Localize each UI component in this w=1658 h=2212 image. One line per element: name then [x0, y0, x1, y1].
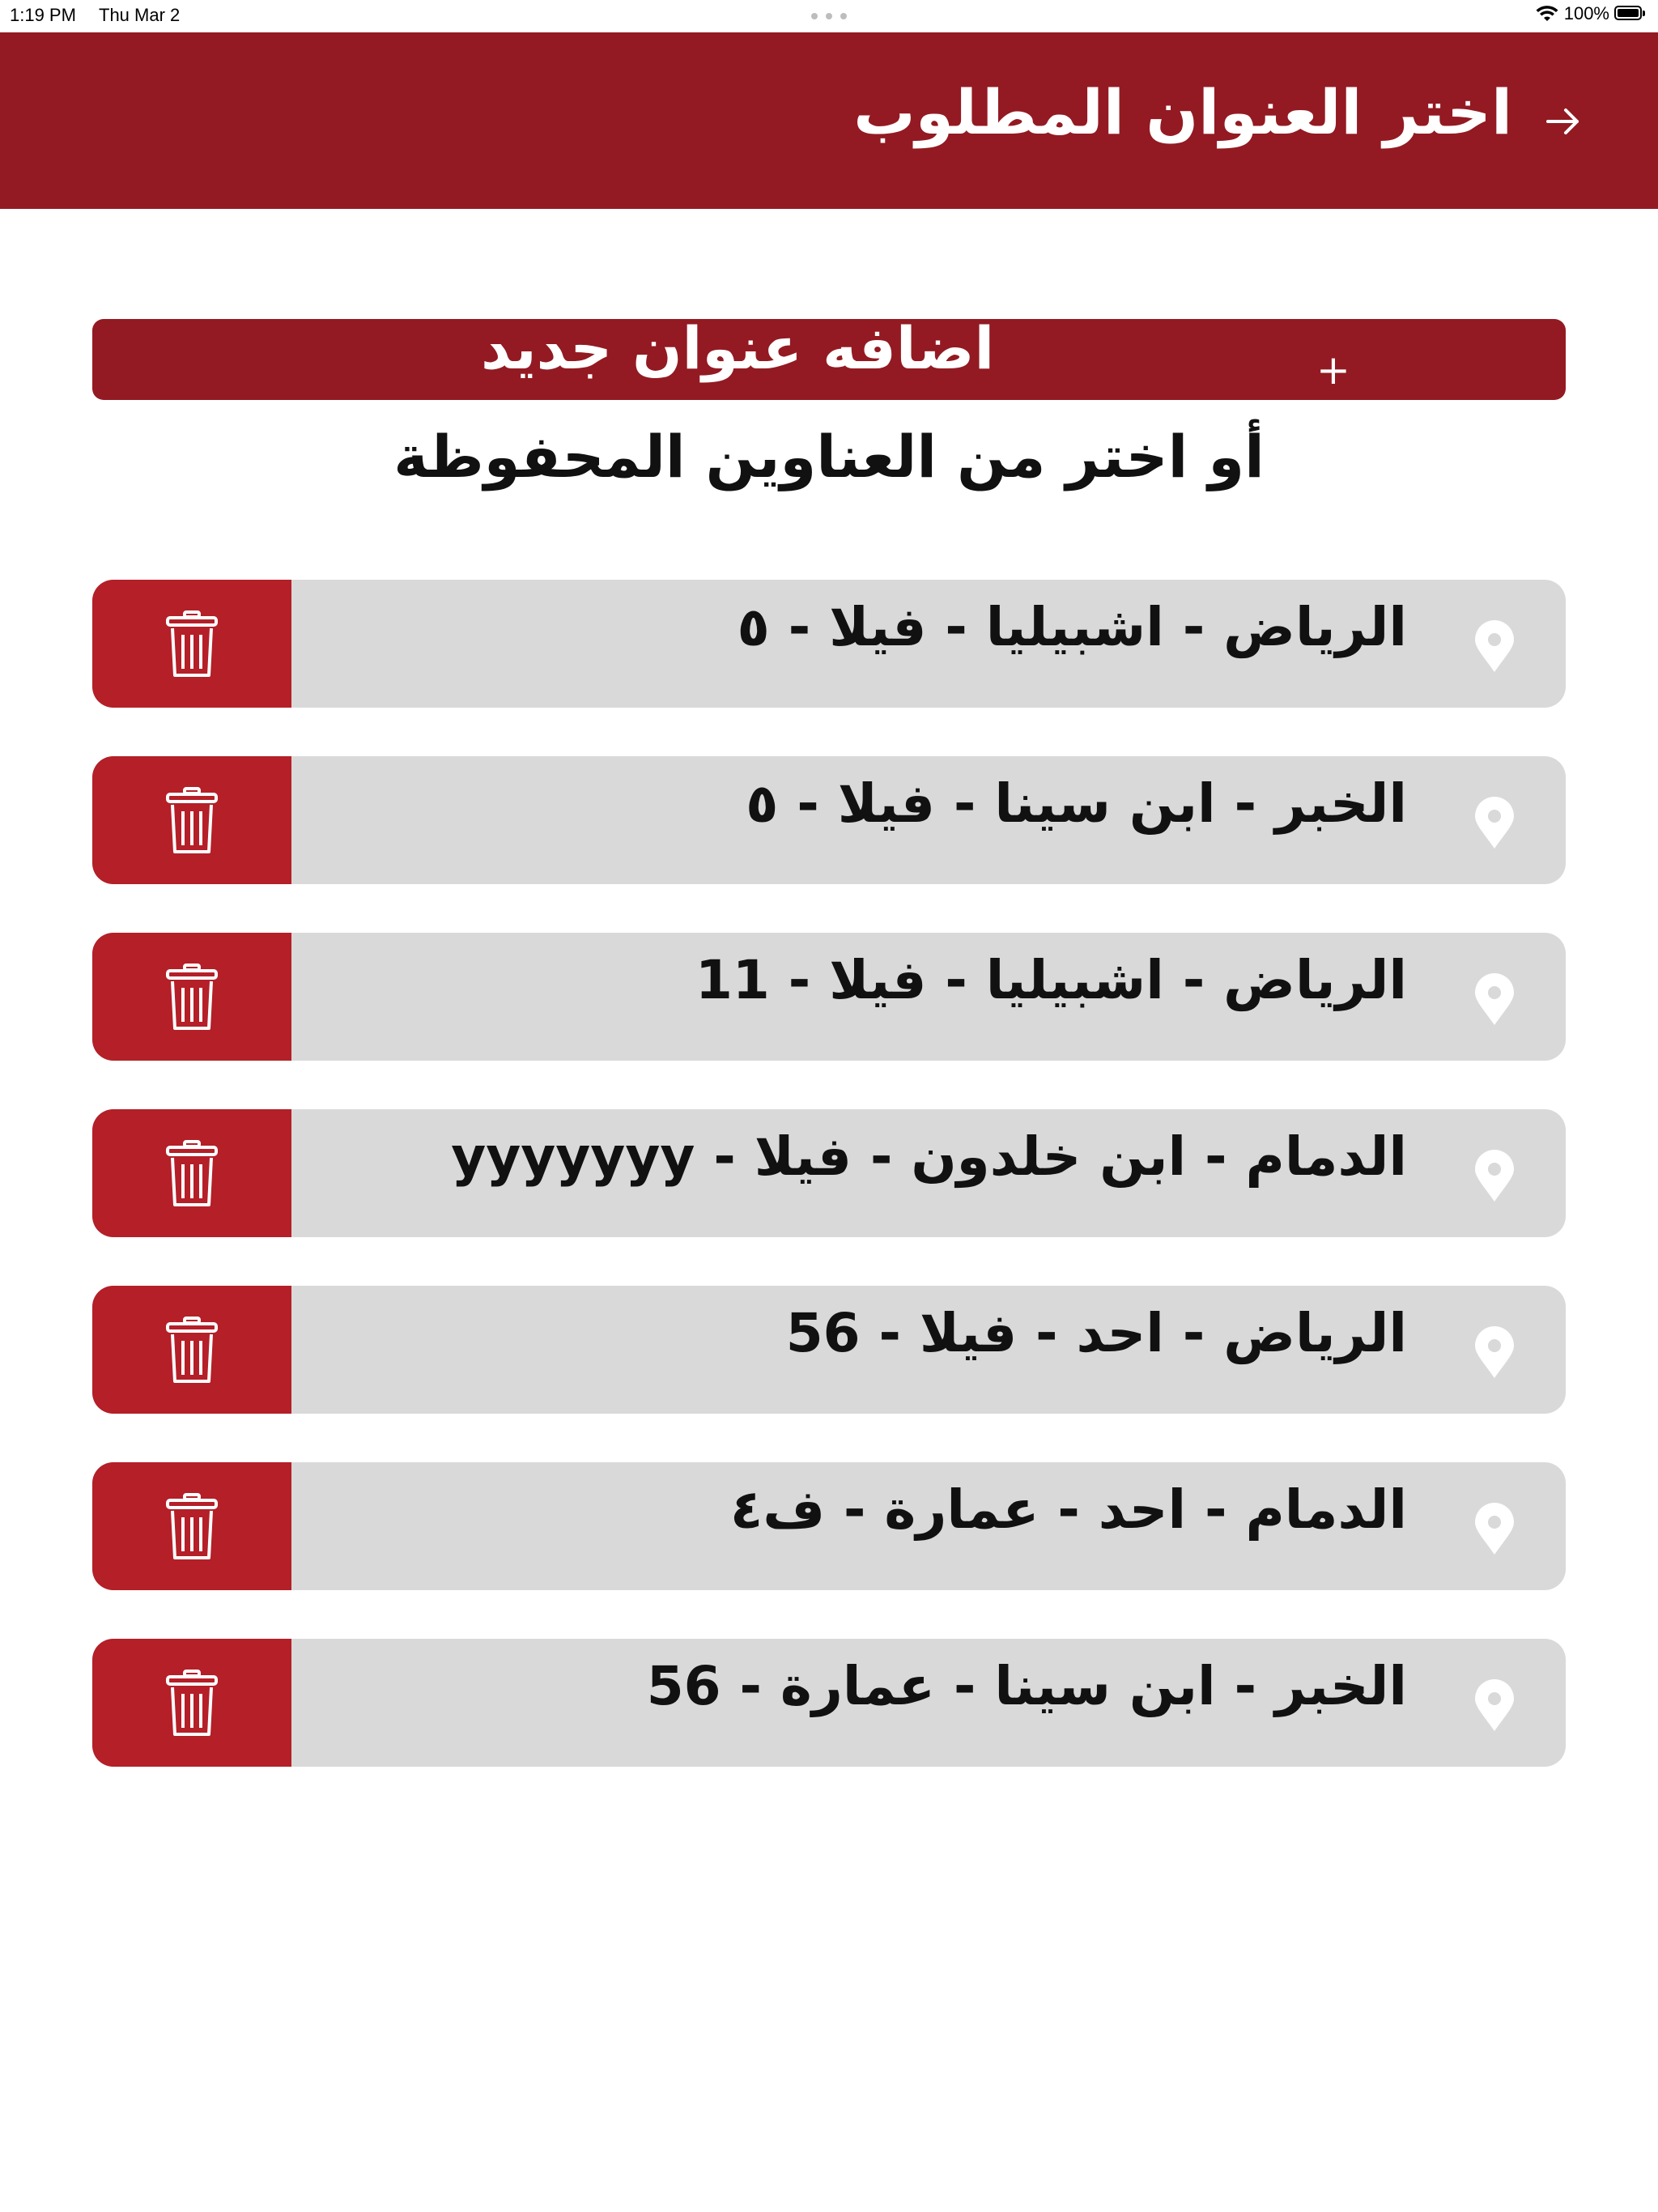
location-pin-icon	[1472, 1150, 1517, 1203]
app-header	[0, 32, 1658, 209]
battery-percent: 100%	[1563, 3, 1609, 23]
status-time: 1:19 PM	[10, 5, 76, 25]
address-row[interactable]	[92, 1109, 1566, 1237]
address-row[interactable]	[92, 1462, 1566, 1590]
location-pin-icon	[1472, 973, 1517, 1027]
address-text: الرياض - اشبيليا - فيلا - 11	[695, 949, 1407, 1011]
address-row[interactable]	[92, 580, 1566, 708]
arrow-right-icon[interactable]	[1543, 97, 1584, 146]
trash-icon	[165, 1140, 219, 1208]
battery-icon	[1614, 6, 1647, 22]
delete-address-button[interactable]	[92, 1462, 291, 1590]
delete-address-button[interactable]	[92, 1639, 291, 1767]
multitasking-dots-icon[interactable]	[811, 13, 847, 19]
address-row[interactable]	[92, 933, 1566, 1061]
trash-icon	[165, 610, 219, 678]
location-pin-icon	[1472, 1679, 1517, 1733]
location-pin-icon	[1472, 620, 1517, 674]
location-pin-icon	[1472, 1503, 1517, 1556]
add-address-label: اضافه عنوان جديد	[481, 314, 995, 382]
trash-icon	[165, 1493, 219, 1561]
trash-icon	[165, 787, 219, 855]
address-row[interactable]	[92, 1286, 1566, 1414]
status-bar	[0, 0, 1658, 32]
address-row[interactable]	[92, 756, 1566, 884]
trash-icon	[165, 1670, 219, 1738]
status-date: Thu Mar 2	[99, 5, 181, 25]
add-address-button[interactable]	[92, 314, 1566, 400]
status-right	[1535, 3, 1647, 24]
address-text: الخبر - ابن سينا - فيلا - ٥	[746, 772, 1407, 835]
location-pin-icon	[1472, 1326, 1517, 1380]
plus-icon: +	[1316, 347, 1350, 393]
trash-icon	[165, 1317, 219, 1385]
page-title: اختر العنوان المطلوب	[853, 76, 1512, 148]
address-text: الرياض - اشبيليا - فيلا - ٥	[737, 596, 1407, 658]
delete-address-button[interactable]	[92, 1109, 291, 1237]
location-pin-icon	[1472, 797, 1517, 850]
delete-address-button[interactable]	[92, 580, 291, 708]
address-text: الخبر - ابن سينا - عمارة - 56	[646, 1655, 1407, 1717]
wifi-icon	[1535, 4, 1559, 23]
saved-addresses-heading: أو اختر من العناوين المحفوظة	[393, 423, 1265, 491]
address-list	[92, 580, 1566, 1815]
delete-address-button[interactable]	[92, 756, 291, 884]
delete-address-button[interactable]	[92, 933, 291, 1061]
address-text: الدمام - ابن خلدون - فيلا - yyyyyyy	[451, 1125, 1407, 1188]
delete-address-button[interactable]	[92, 1286, 291, 1414]
trash-icon	[165, 963, 219, 1032]
address-row[interactable]	[92, 1639, 1566, 1767]
address-text: الدمام - احد - عمارة - ف٤	[730, 1478, 1407, 1541]
address-text: الرياض - احد - فيلا - 56	[785, 1302, 1407, 1364]
